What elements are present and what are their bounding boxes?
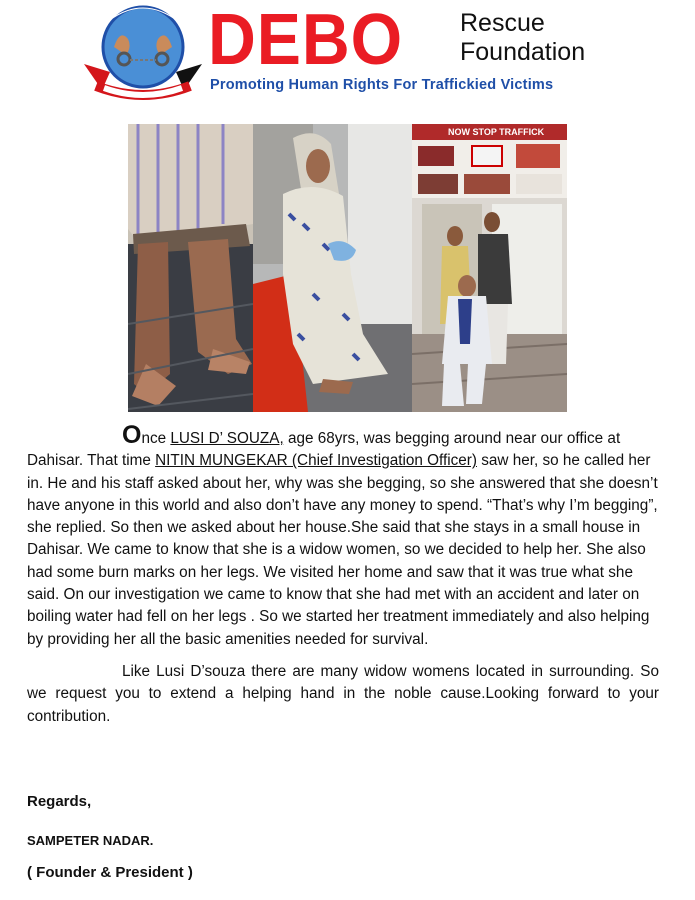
paragraph-1 — [27, 421, 659, 651]
brand-subtitle-line-2: Foundation — [460, 38, 586, 66]
tagline: Promoting Human Rights For Traffickied Victims — [210, 77, 554, 93]
drop-cap: O — [122, 421, 142, 449]
paragraph-1-rest: saw her, so he called her in. He and his staff asked about her, why was she begging, so she answered that she doesn’t have anyone in this world and also don’t have any money to spend. “That’s why I’m begging”, she replied. So then we asked about her house.She said that she stays in a small house in Dahisar. We came to know that she is a widow women, so we decided to help her. She also had some burn marks on her legs. We visited her home and saw that it was true what she said. On our investigation we came to know that she had met with an accident and later on boiling water had fell on her legs . So we started her treatment immediately and also helping by providing her all the basic amenities needed for survival. — [27, 452, 658, 648]
foundation-logo — [82, 2, 204, 102]
brand-subtitle — [460, 9, 585, 67]
officer-name: NITIN MUNGEKAR (Chief Investigation Officer) — [155, 452, 477, 470]
photo-woman-seated — [253, 124, 412, 412]
paragraph-1-intro: nce — [141, 430, 171, 447]
closing-regards: Regards, — [27, 793, 92, 810]
photo-staff-with-woman — [412, 124, 567, 412]
poster-text: NOW STOP TRAFFICK — [448, 127, 545, 137]
victim-name: LUSI D’ SOUZA, — [170, 430, 284, 447]
brand-name: DEBO — [208, 0, 404, 80]
paragraph-1-middle: age 68yrs, was begging around near our office at Dahisar. That time — [27, 430, 621, 470]
photo-strip — [128, 124, 567, 412]
paragraph-2: Like Lusi D’souza there are many widow womens located in surrounding. So we request you to extend a helping hand in the noble cause.Looking forward to your contribution. — [27, 662, 659, 725]
signatory-title: ( Founder & President ) — [27, 864, 193, 881]
letterhead — [0, 0, 695, 110]
letter-body — [27, 421, 659, 728]
signatory-name: SAMPETER NADAR. — [27, 833, 154, 848]
brand-subtitle-line-1: Rescue — [460, 9, 545, 37]
photo-burned-legs — [128, 124, 253, 412]
